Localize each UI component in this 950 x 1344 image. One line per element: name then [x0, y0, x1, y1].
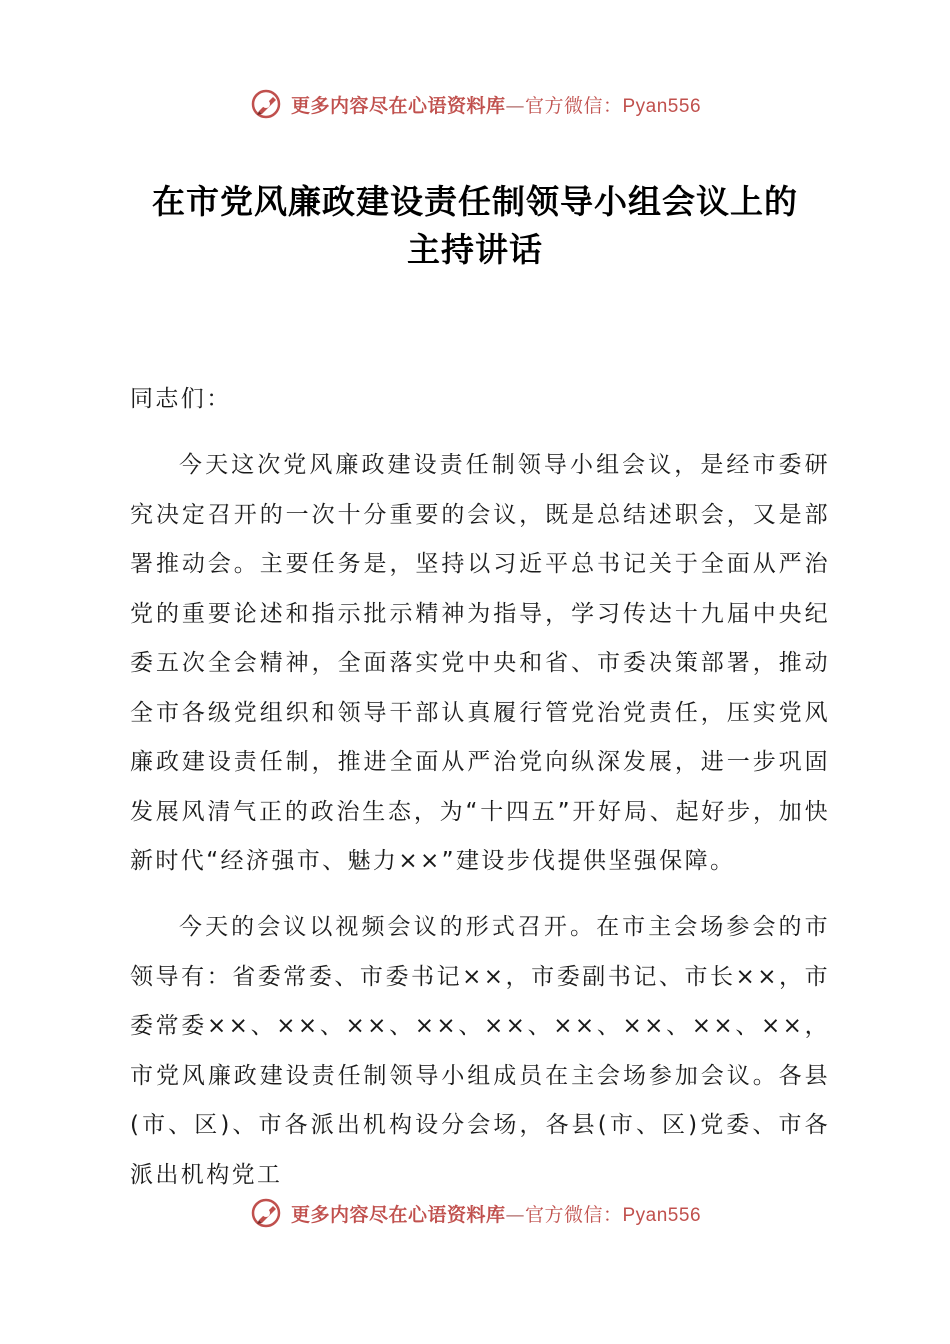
pen-logo-icon: [249, 1196, 283, 1230]
paragraph-2: 今天的会议以视频会议的形式召开。在市主会场参会的市领导有：省委常委、市委书记××，市委副书记、市长××，市委常委××、××、××、××、××、××、××、××、××，市党风廉政建设责任制领导小组成员在主会场参加会议。各县(市、区)、市各派出机构设分会场，各县(市、区)党委、市各派出机构党工: [130, 914, 830, 1188]
watermark-wechat-id: Pyan556: [622, 95, 702, 117]
paragraph-1: 今天这次党风廉政建设责任制领导小组会议，是经市委研究决定召开的一次十分重要的会议，既是总结述职会，又是部署推动会。主要任务是，坚持以习近平总书记关于全面从严治党的重要论述和指示批示精神为指导，学习传达十九届中央纪委五次全会精神，全面落实党中央和省、市委决策部署，推动全市各级党组织和领导干部认真履行管党治党责任，压实党风廉政建设责任制，推进全面从严治党向纵深发展，进一步巩固发展风清气正的政治生态，为“十四五”开好局、起好步，加快新时代“经济强市、魅力××”建设步伐提供坚强保障。: [130, 452, 830, 874]
watermark-label: 官方微信：: [524, 94, 623, 117]
watermark-label: 官方微信：: [524, 1203, 623, 1226]
document-title-line2: 主持讲话: [407, 230, 543, 269]
watermark-text: [291, 91, 701, 118]
document-title-line1: 在市党风廉政建设责任制领导小组会议上的: [152, 182, 798, 221]
pen-logo-icon: [249, 87, 283, 121]
watermark-separator: —: [505, 94, 525, 117]
watermark-separator: —: [505, 1203, 525, 1226]
watermark-wechat-id: Pyan556: [622, 1204, 702, 1226]
watermark-text: [291, 1200, 701, 1227]
header-watermark: [0, 84, 950, 124]
watermark-brand: 更多内容尽在心语资料库: [290, 94, 506, 117]
footer-watermark: [0, 1193, 950, 1233]
salutation: 同志们：: [130, 386, 232, 412]
watermark-brand: 更多内容尽在心语资料库: [290, 1203, 506, 1226]
